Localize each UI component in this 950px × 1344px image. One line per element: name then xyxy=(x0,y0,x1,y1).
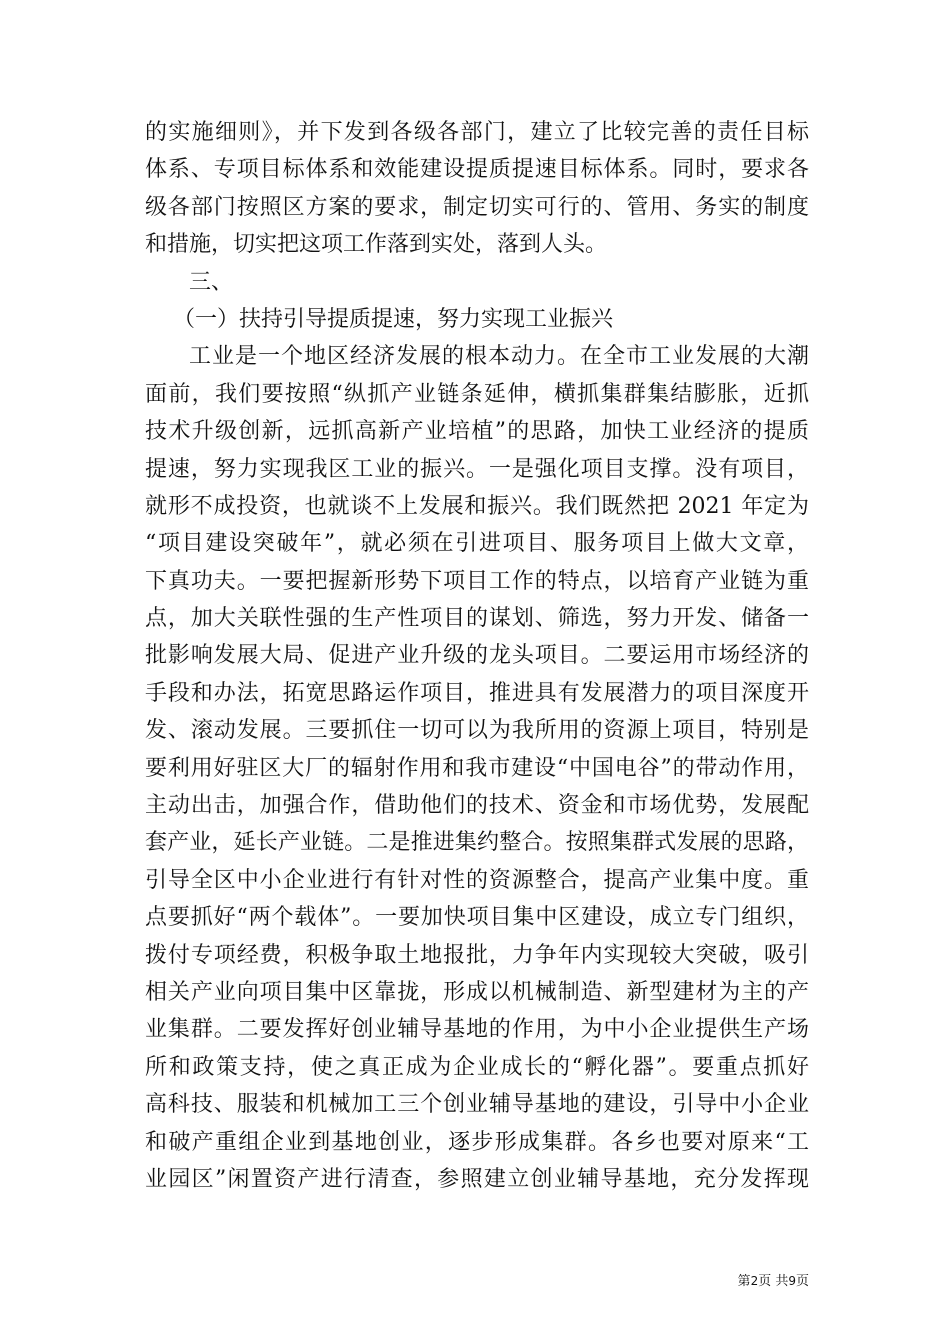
text-line: 点，加大关联性强的生产性项目的谋划、筛选，努力开发、储备一 xyxy=(145,606,809,632)
footer-middle: 页 共 xyxy=(758,1274,789,1289)
text-line: 拨付专项经费，积极争取土地报批，力争年内实现较大突破，吸引 xyxy=(145,942,809,968)
text-line: 下真功夫。一要把握新形势下项目工作的特点，以培育产业链为重 xyxy=(145,568,809,594)
footer-suffix: 页 xyxy=(795,1274,809,1289)
document-body xyxy=(145,114,809,1198)
total-page-count: 9 xyxy=(788,1274,796,1288)
text-line: 高科技、服装和机械加工三个创业辅导基地的建设，引导中小企业 xyxy=(145,1092,809,1118)
text-line: 和破产重组企业到基地创业，逐步形成集群。各乡也要对原来“工 xyxy=(145,1129,809,1155)
text-line: 相关产业向项目集中区靠拢，形成以机械制造、新型建材为主的产 xyxy=(145,979,809,1005)
text-line: 批影响发展大局、促进产业升级的龙头项目。二要运用市场经济的 xyxy=(145,643,809,669)
text-line: 手段和办法，拓宽思路运作项目，推进具有发展潜力的项目深度开 xyxy=(145,680,809,706)
current-page-number: 2 xyxy=(750,1274,759,1288)
text-line: 就形不成投资，也就谈不上发展和振兴。我们既然把 2021 年定为 xyxy=(145,493,809,519)
text-line: 体系、专项目标体系和效能建设提质提速目标体系。同时，要求各 xyxy=(145,157,809,183)
footer-prefix: 第 xyxy=(737,1274,751,1289)
text-line: 工业是一个地区经济发展的根本动力。在全市工业发展的大潮 xyxy=(189,344,809,370)
text-line: 的实施细则》，并下发到各级各部门，建立了比较完善的责任目标 xyxy=(145,120,809,145)
text-line: 级各部门按照区方案的要求，制定切实可行的、管用、务实的制度 xyxy=(145,194,809,220)
text-line: 和措施，切实把这项工作落到实处，落到人头。 xyxy=(145,232,608,258)
text-line: 套产业，延长产业链。二是推进集约整合。按照集群式发展的思路， xyxy=(145,830,809,856)
page-footer xyxy=(738,1273,809,1290)
text-line: 提速，努力实现我区工业的振兴。一是强化项目支撑。没有项目， xyxy=(145,456,809,482)
text-line: 主动出击，加强合作，借助他们的技术、资金和市场优势，发展配 xyxy=(145,793,809,819)
text-line: “项目建设突破年”，就必须在引进项目、服务项目上做大文章， xyxy=(145,531,809,557)
text-line: 技术升级创新，远抓高新产业培植”的思路，加快工业经济的提质 xyxy=(145,419,809,445)
text-line: 发、滚动发展。三要抓住一切可以为我所用的资源上项目，特别是 xyxy=(145,718,809,744)
section-heading: 三、 xyxy=(189,269,234,295)
text-line: 面前，我们要按照“纵抓产业链条延伸，横抓集群集结膨胀，近抓 xyxy=(145,381,809,407)
text-line: 要利用好驻区大厂的辐射作用和我市建设“中国电谷”的带动作用， xyxy=(145,755,809,781)
text-line: 业集群。二要发挥好创业辅导基地的作用，为中小企业提供生产场 xyxy=(145,1017,809,1043)
text-line: 所和政策支持，使之真正成为企业成长的“孵化器”。要重点抓好 xyxy=(145,1054,809,1080)
subsection-heading: （一）扶持引导提质提速，努力实现工业振兴 xyxy=(173,306,614,332)
text-line: 点要抓好“两个载体”。一要加快项目集中区建设，成立专门组织， xyxy=(145,905,809,931)
text-line: 引导全区中小企业进行有针对性的资源整合，提高产业集中度。重 xyxy=(145,867,809,893)
text-line: 业园区”闲置资产进行清查，参照建立创业辅导基地，充分发挥现 xyxy=(145,1166,809,1192)
